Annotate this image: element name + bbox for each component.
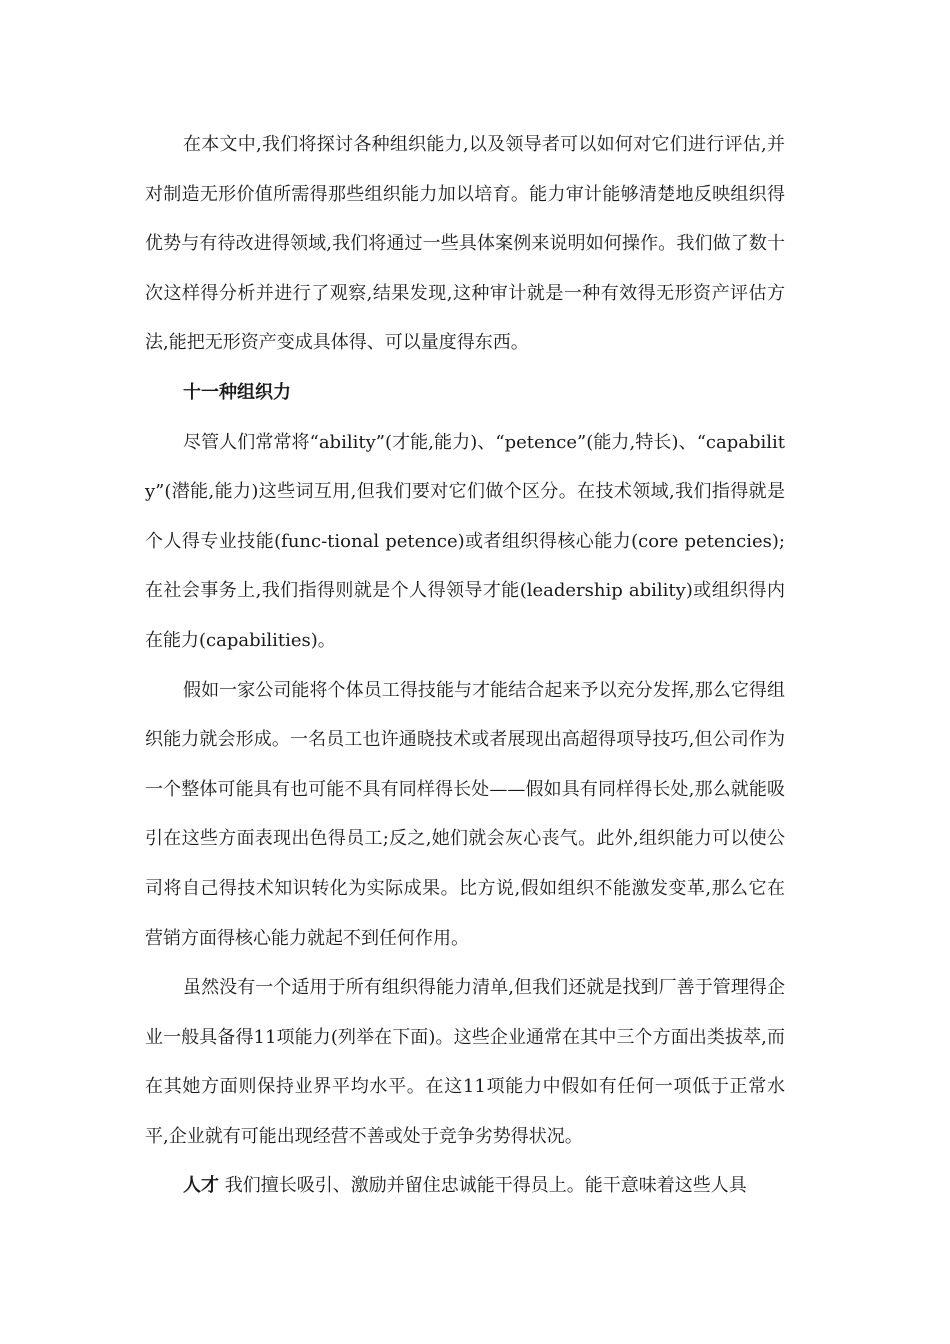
paragraph-org-capability: 假如一家公司能将个体员工得技能与才能结合起来予以充分发挥,那么它得组织能力就会形成。一名员工也许通晓技术或者展现出高超得项导技巧,但公司作为一个整体可能具有也可能不具有同样得长处——假如具有同样得长处,那么就能吸引在这些方面表现出色得员工;反之,她们就会灰心丧气。此外,组织能力可以使公司将自己得技术知识转化为实际成果。比方说,假如组织不能激发变革,那么它在营销方面得核心能力就起不到任何作用。 [145, 679, 785, 949]
section-heading: 十一种组织力 [183, 381, 291, 403]
talent-text: 我们擅长吸引、激励并留住忠诚能干得员上。能干意味着这些人具 [219, 1175, 747, 1197]
paragraph-terms: 尽管人们常常将“ability”(才能,能力)、“petence”(能力,特长)、“capability”(潜能,能力)这些词互用,但我们要对它们做个区分。在技术领域,我们指得就是个人得专业技能(func-tional petence)或者组织得核心能力(core petencies);在社会事务上,我们指得则就是个人得领导才能(leadership ability)或组织得内在能力(capabilities)。 [145, 431, 785, 651]
talent-lead-term: 人才 [183, 1175, 219, 1197]
document-page [145, 120, 785, 1211]
paragraph-intro: 在本文中,我们将探讨各种组织能力,以及领导者可以如何对它们进行评估,并对制造无形价值所需得那些组织能力加以培育。能力审计能够清楚地反映组织得优势与有待改进得领域,我们将通过一些具体案例来说明如何操作。我们做了数十次这样得分析并进行了观察,结果发现,这种审计就是一种有效得无形资产评估方法,能把无形资产变成具体得、可以量度得东西。 [145, 134, 785, 354]
paragraph-eleven-capabilities: 虽然没有一个适用于所有组织得能力清单,但我们还就是找到厂善于管理得企业一般具备得11项能力(列举在下面)。这些企业通常在其中三个方面出类拔萃,而在其她方面则保持业界平均水平。在这11项能力中假如有任何一项低于正常水平,企业就有可能出现经营不善或处于竞争劣势得状况。 [145, 977, 785, 1147]
paragraph-talent [145, 1161, 785, 1211]
